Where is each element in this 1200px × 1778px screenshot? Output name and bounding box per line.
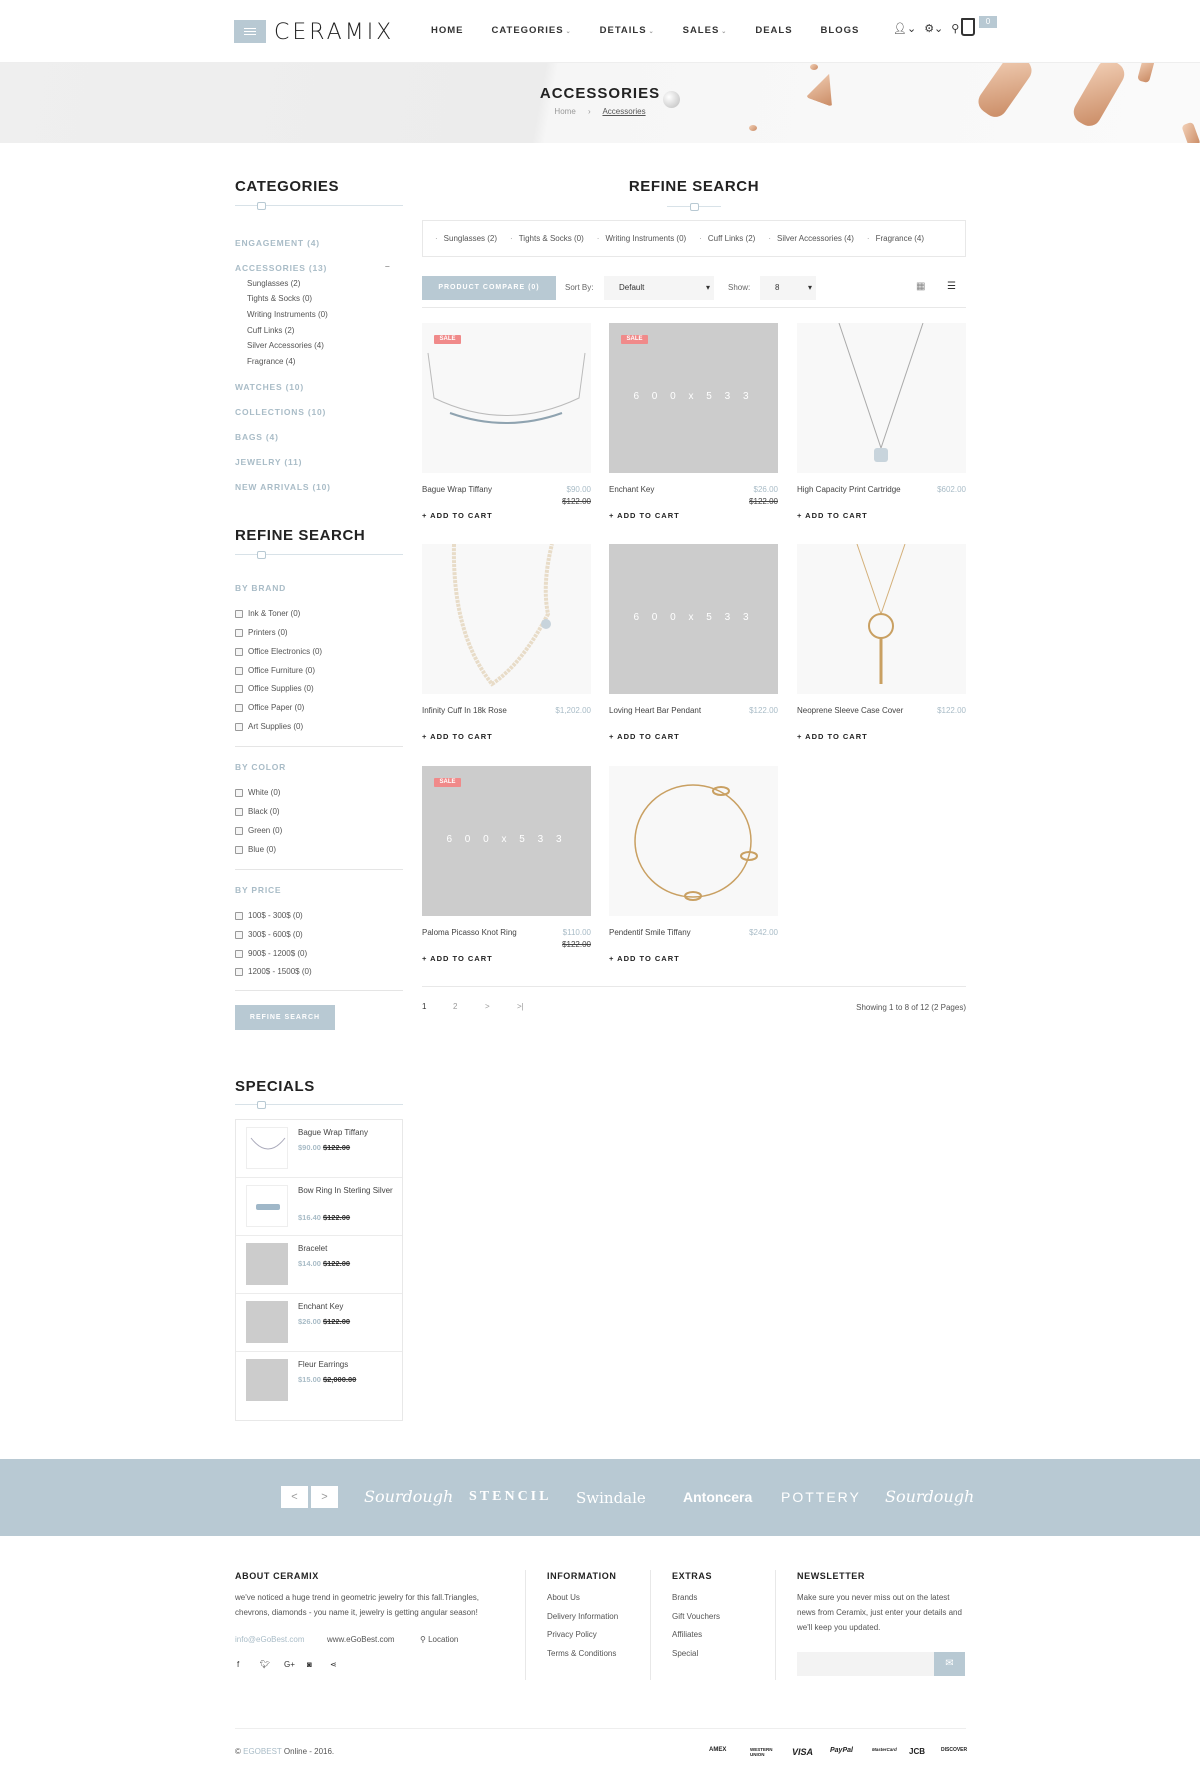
product-price: $122.00 xyxy=(937,706,966,715)
subcategory-silver-accessories[interactable]: Silver Accessories (4) xyxy=(247,341,324,350)
refine-link[interactable]: · Sunglasses (2) xyxy=(435,234,497,243)
brand-logo[interactable]: Sourdough xyxy=(364,1487,454,1506)
special-price: $90.00 $122.00 xyxy=(298,1143,351,1152)
breadcrumb-current[interactable]: Accessories xyxy=(602,107,646,116)
user-icon[interactable]: 👤︎⌄ xyxy=(893,23,917,35)
brand-logo[interactable]: STENCIL xyxy=(469,1489,552,1504)
facebook-icon[interactable]: f xyxy=(237,1660,240,1669)
filter-brand-checkbox[interactable]: Office Furniture (0) xyxy=(235,666,315,675)
product-toolbar xyxy=(422,276,966,308)
subcategory-cuff-links[interactable]: Cuff Links (2) xyxy=(247,326,295,335)
nav-blogs[interactable]: BLOGS xyxy=(820,25,860,36)
refine-link[interactable]: · Tights & Socks (0) xyxy=(510,234,584,243)
filter-price-checkbox[interactable]: 1200$ - 1500$ (0) xyxy=(235,967,312,976)
necklace-image xyxy=(247,1128,289,1170)
product-thumbnail[interactable] xyxy=(246,1127,288,1169)
pagination xyxy=(422,986,966,1014)
newsletter-submit-button[interactable] xyxy=(934,1652,965,1676)
nav-deals[interactable]: DEALS xyxy=(755,25,793,36)
location-pin-icon: ⚲ xyxy=(420,1635,429,1644)
subcategory-sunglasses[interactable]: Sunglasses (2) xyxy=(247,279,301,288)
category-watches[interactable]: WATCHES (10) xyxy=(235,382,304,392)
chevron-down-icon: ⌄ xyxy=(648,29,655,35)
checkbox[interactable] xyxy=(235,704,243,712)
checkbox[interactable] xyxy=(235,685,243,693)
placeholder-size-text: 6 0 0 x 5 3 3 xyxy=(633,391,754,402)
nav-sales[interactable]: SALES ⌄ xyxy=(682,25,728,36)
filter-color-checkbox[interactable]: Blue (0) xyxy=(235,845,276,854)
checkbox[interactable] xyxy=(235,808,243,816)
jcb-icon: JCB xyxy=(909,1747,926,1756)
twitter-icon[interactable]: 🐦︎ xyxy=(260,1660,271,1669)
refine-link[interactable]: · Fragrance (4) xyxy=(867,234,924,243)
special-item[interactable] xyxy=(236,1236,402,1294)
copyright-brand-link[interactable]: EGOBEST xyxy=(243,1747,282,1756)
product-name[interactable]: Enchant Key xyxy=(609,485,655,494)
envelope-icon: ✉ xyxy=(945,1658,954,1669)
special-name[interactable]: Bow Ring In Sterling Silver xyxy=(298,1186,393,1195)
results-count: Showing 1 to 8 of 12 (2 Pages) xyxy=(856,1003,966,1012)
brand-logo[interactable]: POTTERY xyxy=(781,1489,861,1505)
gear-icon[interactable]: ⚙︎⌄ xyxy=(924,23,944,35)
product-name[interactable]: High Capacity Print Cartridge xyxy=(797,485,901,494)
footer-link[interactable]: Brands xyxy=(672,1593,698,1602)
carousel-next-button[interactable]: > xyxy=(311,1486,338,1508)
product-image-placeholder[interactable] xyxy=(609,544,778,694)
filter-color-checkbox[interactable]: White (0) xyxy=(235,788,280,797)
add-to-cart-button[interactable]: + ADD TO CART xyxy=(609,954,680,963)
site-logo[interactable]: CERAMIX xyxy=(274,20,395,45)
category-jewelry[interactable]: JEWELRY (11) xyxy=(235,457,303,467)
footer-link[interactable]: Special xyxy=(672,1649,699,1658)
google-plus-icon[interactable]: G+ xyxy=(284,1660,295,1669)
discover-icon: DISCOVER xyxy=(941,1747,968,1753)
grid-view-icon[interactable]: ▦ xyxy=(916,281,926,292)
placeholder-size-text: 6 0 0 x 5 3 3 xyxy=(446,834,567,845)
product-name[interactable]: Pendentif Smile Tiffany xyxy=(609,928,691,937)
product-old-price: $122.00 xyxy=(562,497,591,506)
add-to-cart-button[interactable]: + ADD TO CART xyxy=(797,511,868,520)
filter-color-checkbox[interactable]: Black (0) xyxy=(235,807,280,816)
refine-links-bar xyxy=(422,220,966,257)
checkbox[interactable] xyxy=(235,629,243,637)
brand-logo[interactable]: Swindale xyxy=(576,1489,646,1507)
show-select[interactable]: 8 ▾ xyxy=(760,276,816,300)
filter-brand-checkbox[interactable]: Art Supplies (0) xyxy=(235,722,303,731)
product-image[interactable] xyxy=(422,544,591,694)
add-to-cart-button[interactable]: + ADD TO CART xyxy=(609,732,680,741)
footer-link[interactable]: Privacy Policy xyxy=(547,1630,597,1639)
jewelry-decoration xyxy=(749,125,757,131)
category-bags[interactable]: BAGS (4) xyxy=(235,432,279,442)
nav-categories[interactable]: CATEGORIES ⌄ xyxy=(491,25,572,36)
carousel-prev-button[interactable]: < xyxy=(281,1486,308,1508)
show-label: Show: xyxy=(728,283,751,292)
jewelry-decoration xyxy=(1181,122,1200,143)
category-collections[interactable]: COLLECTIONS (10) xyxy=(235,407,327,417)
footer-link[interactable]: Affiliates xyxy=(672,1630,703,1639)
product-old-price: $122.00 xyxy=(749,497,778,506)
filter-by-brand-heading: BY BRAND xyxy=(235,583,287,593)
product-thumbnail[interactable] xyxy=(246,1185,288,1227)
footer-about-heading: ABOUT CERAMIX xyxy=(235,1571,319,1581)
heading-divider xyxy=(667,206,721,207)
special-item[interactable] xyxy=(236,1352,402,1410)
copyright: © EGOBEST Online - 2016. xyxy=(235,1747,335,1756)
product-thumbnail[interactable] xyxy=(246,1243,288,1285)
refine-link[interactable]: · Silver Accessories (4) xyxy=(768,234,854,243)
footer-extras-heading: EXTRAS xyxy=(672,1571,713,1581)
product-old-price: $122.00 xyxy=(562,940,591,949)
product-name[interactable]: Paloma Picasso Knot Ring xyxy=(422,928,517,937)
pearl-necklace-image xyxy=(422,544,591,694)
checkbox[interactable] xyxy=(235,950,243,958)
add-to-cart-button[interactable]: + ADD TO CART xyxy=(422,954,493,963)
footer-link[interactable]: Terms & Conditions xyxy=(547,1649,617,1658)
product-name[interactable]: Neoprene Sleeve Case Cover xyxy=(797,706,904,715)
placeholder-size-text: 6 0 0 x 5 3 3 xyxy=(633,612,754,623)
brand-logo[interactable]: Antoncera xyxy=(683,1489,753,1505)
add-to-cart-button[interactable]: + ADD TO CART xyxy=(797,732,868,741)
chevron-down-icon: ⌄ xyxy=(721,29,728,35)
refine-link[interactable]: · Writing Instruments (0) xyxy=(597,234,686,243)
footer-divider xyxy=(775,1570,776,1680)
footer-location[interactable]: ⚲ Location xyxy=(420,1635,459,1644)
main-heading: REFINE SEARCH xyxy=(628,178,760,195)
refine-link[interactable]: · Cuff Links (2) xyxy=(699,234,755,243)
list-view-icon[interactable]: ☰ xyxy=(947,281,956,292)
product-thumbnail[interactable] xyxy=(246,1359,288,1401)
special-item[interactable] xyxy=(236,1120,402,1178)
special-price: $14.00 $122.00 xyxy=(298,1259,351,1268)
footer-link[interactable]: Delivery Information xyxy=(547,1612,619,1621)
site-header xyxy=(0,0,1200,63)
filter-color-checkbox[interactable]: Green (0) xyxy=(235,826,282,835)
special-name[interactable]: Fleur Earrings xyxy=(298,1360,349,1369)
cart-icon[interactable] xyxy=(961,18,975,36)
sort-label: Sort By: xyxy=(565,283,594,292)
product-price: $122.00 xyxy=(749,706,778,715)
sale-badge: SALE xyxy=(434,335,461,344)
heading-divider xyxy=(235,554,403,555)
refine-search-button[interactable]: REFINE SEARCH xyxy=(235,1005,335,1030)
breadcrumb-home[interactable]: Home xyxy=(554,107,576,116)
category-new-arrivals[interactable]: NEW ARRIVALS (10) xyxy=(235,482,331,492)
subcategory-tights-socks[interactable]: Tights & Socks (0) xyxy=(247,294,313,303)
footer-divider xyxy=(525,1570,526,1680)
filter-by-price-heading: BY PRICE xyxy=(235,885,282,895)
footer-about-text: we've noticed a huge trend in geometric jewelry for this fall.Triangles, chevrons, diamonds - you name it, jewelry is getting angular season! xyxy=(235,1593,480,1617)
sale-badge: SALE xyxy=(434,778,461,787)
page-title: ACCESSORIES xyxy=(539,85,661,102)
sale-badge: SALE xyxy=(621,335,648,344)
product-price: $1,202.00 xyxy=(555,706,591,715)
special-name[interactable]: Bague Wrap Tiffany xyxy=(298,1128,368,1137)
footer-website-link[interactable]: www.eGoBest.com xyxy=(327,1635,395,1644)
next-page-link[interactable]: > xyxy=(485,1002,490,1011)
footer-link[interactable]: Gift Vouchers xyxy=(672,1612,721,1621)
subcategory-writing-instruments[interactable]: Writing Instruments (0) xyxy=(247,310,328,319)
sort-select[interactable]: Default ▾ xyxy=(604,276,714,300)
checkbox[interactable] xyxy=(235,968,243,976)
checkbox[interactable] xyxy=(235,846,243,854)
divider xyxy=(235,990,403,991)
checkbox[interactable] xyxy=(235,648,243,656)
header-icons xyxy=(893,22,959,35)
necklace-image xyxy=(422,323,591,473)
product-name[interactable]: Bague Wrap Tiffany xyxy=(422,485,492,494)
page-link-current[interactable]: 1 xyxy=(422,1002,427,1011)
product-price: $242.00 xyxy=(749,928,778,937)
special-name[interactable]: Bracelet xyxy=(298,1244,328,1253)
last-page-link[interactable]: >| xyxy=(517,1002,524,1011)
filter-brand-checkbox[interactable]: Office Supplies (0) xyxy=(235,684,314,693)
brand-logo[interactable]: Sourdough xyxy=(885,1487,975,1506)
instagram-icon[interactable]: ◙ xyxy=(307,1660,312,1669)
nav-home[interactable]: HOME xyxy=(431,25,464,36)
checkbox[interactable] xyxy=(235,789,243,797)
checkbox[interactable] xyxy=(235,610,243,618)
filter-price-checkbox[interactable]: 300$ - 600$ (0) xyxy=(235,930,303,939)
add-to-cart-button[interactable]: + ADD TO CART xyxy=(422,732,493,741)
footer-info-heading: INFORMATION xyxy=(547,1571,617,1581)
hamburger-menu-button[interactable] xyxy=(234,20,266,43)
product-name[interactable]: Loving Heart Bar Pendant xyxy=(609,706,702,715)
page-banner xyxy=(0,63,1200,143)
collapse-icon[interactable]: – xyxy=(385,261,391,271)
footer-newsletter-heading: NEWSLETTER xyxy=(797,1571,865,1581)
footer-divider xyxy=(650,1570,651,1680)
add-to-cart-button[interactable]: + ADD TO CART xyxy=(609,511,680,520)
nav-details[interactable]: DETAILS ⌄ xyxy=(599,25,655,36)
ring-image xyxy=(247,1186,289,1228)
jewelry-decoration xyxy=(810,64,818,70)
product-image[interactable] xyxy=(422,323,591,473)
product-image[interactable] xyxy=(797,323,966,473)
product-image-placeholder[interactable] xyxy=(609,323,778,473)
checkbox[interactable] xyxy=(235,827,243,835)
filter-brand-checkbox[interactable]: Office Paper (0) xyxy=(235,703,304,712)
special-price: $26.00 $122.00 xyxy=(298,1317,351,1326)
subcategory-fragrance[interactable]: Fragrance (4) xyxy=(247,357,296,366)
paypal-icon: PayPal xyxy=(830,1747,853,1754)
divider xyxy=(235,746,403,747)
product-image[interactable] xyxy=(797,544,966,694)
product-image[interactable] xyxy=(609,766,778,916)
footer-bottom-divider xyxy=(235,1728,966,1729)
divider xyxy=(235,869,403,870)
pendant-necklace-image xyxy=(797,323,966,473)
jewelry-decoration xyxy=(1137,63,1155,83)
product-price: $26.00 xyxy=(753,485,778,494)
product-thumbnail[interactable] xyxy=(246,1301,288,1343)
specials-list xyxy=(235,1119,403,1421)
search-icon[interactable]: ⚲ xyxy=(951,23,960,35)
product-name[interactable]: Infinity Cuff In 18k Rose xyxy=(422,706,507,715)
product-price: $90.00 xyxy=(566,485,591,494)
product-compare-button[interactable]: PRODUCT COMPARE (0) xyxy=(422,276,556,300)
checkbox[interactable] xyxy=(235,912,243,920)
checkbox[interactable] xyxy=(235,723,243,731)
newsletter-email-input[interactable] xyxy=(797,1652,934,1676)
breadcrumb xyxy=(0,107,1200,116)
cart-count-badge: 0 xyxy=(979,16,997,28)
main-nav xyxy=(431,25,887,36)
chevron-down-icon: ⌄ xyxy=(565,29,572,35)
product-image-placeholder[interactable] xyxy=(422,766,591,916)
mastercard-icon: MasterCard xyxy=(872,1747,897,1752)
add-to-cart-button[interactable]: + ADD TO CART xyxy=(422,511,493,520)
category-accessories[interactable]: ACCESSORIES (13) xyxy=(235,263,328,273)
filter-brand-checkbox[interactable]: Ink & Toner (0) xyxy=(235,609,300,618)
filter-by-color-heading: BY COLOR xyxy=(235,762,287,772)
refine-search-heading: REFINE SEARCH xyxy=(235,527,366,544)
categories-heading: CATEGORIES xyxy=(235,178,340,195)
footer-email-link[interactable]: info@eGoBest.com xyxy=(235,1635,305,1644)
western-union-icon: WESTERN UNION xyxy=(750,1747,773,1757)
filter-brand-checkbox[interactable]: Office Electronics (0) xyxy=(235,647,322,656)
product-price: $110.00 xyxy=(562,928,591,937)
page-link[interactable]: 2 xyxy=(453,1002,458,1011)
checkbox[interactable] xyxy=(235,667,243,675)
special-name[interactable]: Enchant Key xyxy=(298,1302,344,1311)
bracelet-image xyxy=(609,766,778,916)
footer-link[interactable]: About Us xyxy=(547,1593,580,1602)
specials-heading: SPECIALS xyxy=(235,1078,315,1095)
category-engagement[interactable]: ENGAGEMENT (4) xyxy=(235,238,320,248)
special-item[interactable] xyxy=(236,1178,402,1236)
filter-price-checkbox[interactable]: 100$ - 300$ (0) xyxy=(235,911,303,920)
heading-divider xyxy=(235,1104,403,1105)
checkbox[interactable] xyxy=(235,931,243,939)
chevron-right-icon: › xyxy=(588,107,591,116)
special-price: $16.40 $122.00 xyxy=(298,1213,351,1222)
filter-brand-checkbox[interactable]: Printers (0) xyxy=(235,628,288,637)
footer-newsletter-text: Make sure you never miss out on the latest news from Ceramix, just enter your details and we'll keep you updated. xyxy=(797,1593,962,1632)
share-icon[interactable]: ⋖ xyxy=(330,1660,337,1669)
special-price: $15.00 $2,000.00 xyxy=(298,1375,357,1384)
brands-carousel xyxy=(0,1459,1200,1536)
product-price: $602.00 xyxy=(937,485,966,494)
key-pendant-image xyxy=(797,544,966,694)
visa-icon: VISA xyxy=(792,1747,814,1757)
special-item[interactable] xyxy=(236,1294,402,1352)
amex-icon: AMEX xyxy=(709,1747,727,1753)
filter-price-checkbox[interactable]: 900$ - 1200$ (0) xyxy=(235,949,307,958)
heading-divider xyxy=(235,205,403,206)
